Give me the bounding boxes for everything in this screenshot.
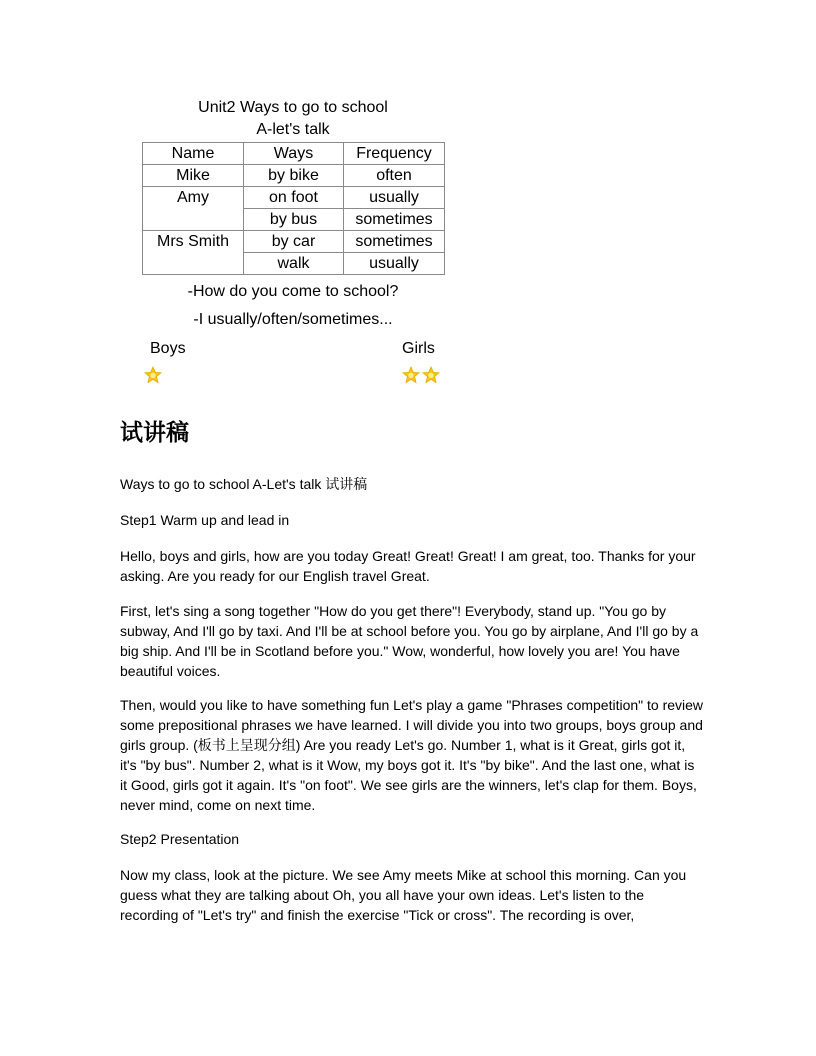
answer-phrase: -I usually/often/sometimes... — [193, 311, 393, 328]
boys-star-score — [144, 366, 162, 386]
boys-group-label: Boys — [150, 340, 186, 357]
cell-frequency: sometimes — [344, 231, 445, 253]
table-row — [143, 165, 445, 187]
cell-name: Mike — [143, 165, 244, 187]
paragraph-greeting: Hello, boys and girls, how are you today Great! Great! Great! I am great, too. Thanks for your asking. Are you ready for our English travel Great. — [120, 548, 696, 584]
ways-table — [142, 142, 445, 275]
cell-way: by car — [244, 231, 344, 253]
cell-frequency: sometimes — [344, 209, 445, 231]
paragraph-game: Then, would you like to have something fun Let's play a game "Phrases competition" to review some prepositional phrases we have learned. I will divide you into two groups, boys group and girls group. (板书上呈现分组) Are you ready Let's go. Number 1, what is it Great, girls got it, it's "by bus". Number 2, what is it Wow, my boys got it. It's "by bike". And the last one, what is it Good, girls got it again. It's "on foot". We see girls are the winners, let's clap for them. Boys, never mind, come on next time. — [120, 697, 704, 813]
paragraph-presentation: Now my class, look at the picture. We see Amy meets Mike at school this morning. Can you guess what they are talking about Oh, you all have your own ideas. Let's listen to the recording of "Let's try" and finish the exercise "Tick or cross". The recording is over, — [120, 867, 687, 923]
doc-heading: 试讲稿 — [120, 420, 189, 446]
paragraph-song: First, let's sing a song together "How do you get there"! Everybody, stand up. "You go by subway, And I'll go by taxi. And I'll be at school before you. You go by airplane, And I'll go by a big ship. And I'll be in Scotland before you." Wow, wonderful, how lovely you are! You have beautiful voices. — [120, 603, 699, 679]
star-icon — [422, 366, 440, 384]
header-name: Name — [143, 143, 244, 165]
doc-line-title: Ways to go to school A-Let's talk 试讲稿 — [120, 476, 368, 492]
star-icon — [402, 366, 420, 384]
cell-way: by bus — [244, 209, 344, 231]
table-row — [143, 231, 445, 253]
table-row — [143, 187, 445, 209]
header-ways: Ways — [244, 143, 344, 165]
cell-way: on foot — [244, 187, 344, 209]
board-title: Unit2 Ways to go to school — [198, 99, 388, 116]
cell-frequency: usually — [344, 253, 445, 275]
cell-frequency: usually — [344, 187, 445, 209]
girls-star-score — [402, 366, 440, 386]
star-icon — [144, 366, 162, 384]
table-header-row — [143, 143, 445, 165]
cell-way: by bike — [244, 165, 344, 187]
step-heading-presentation: Step2 Presentation — [120, 831, 240, 847]
girls-group-label: Girls — [402, 340, 435, 357]
step-heading-warmup: Step1 Warm up and lead in — [120, 512, 290, 528]
cell-name: Mrs Smith — [143, 231, 244, 275]
cell-frequency: often — [344, 165, 445, 187]
cell-name: Amy — [143, 187, 244, 231]
board-subtitle: A-let's talk — [256, 121, 330, 138]
cell-way: walk — [244, 253, 344, 275]
header-frequency: Frequency — [344, 143, 445, 165]
question-phrase: -How do you come to school? — [187, 283, 399, 300]
